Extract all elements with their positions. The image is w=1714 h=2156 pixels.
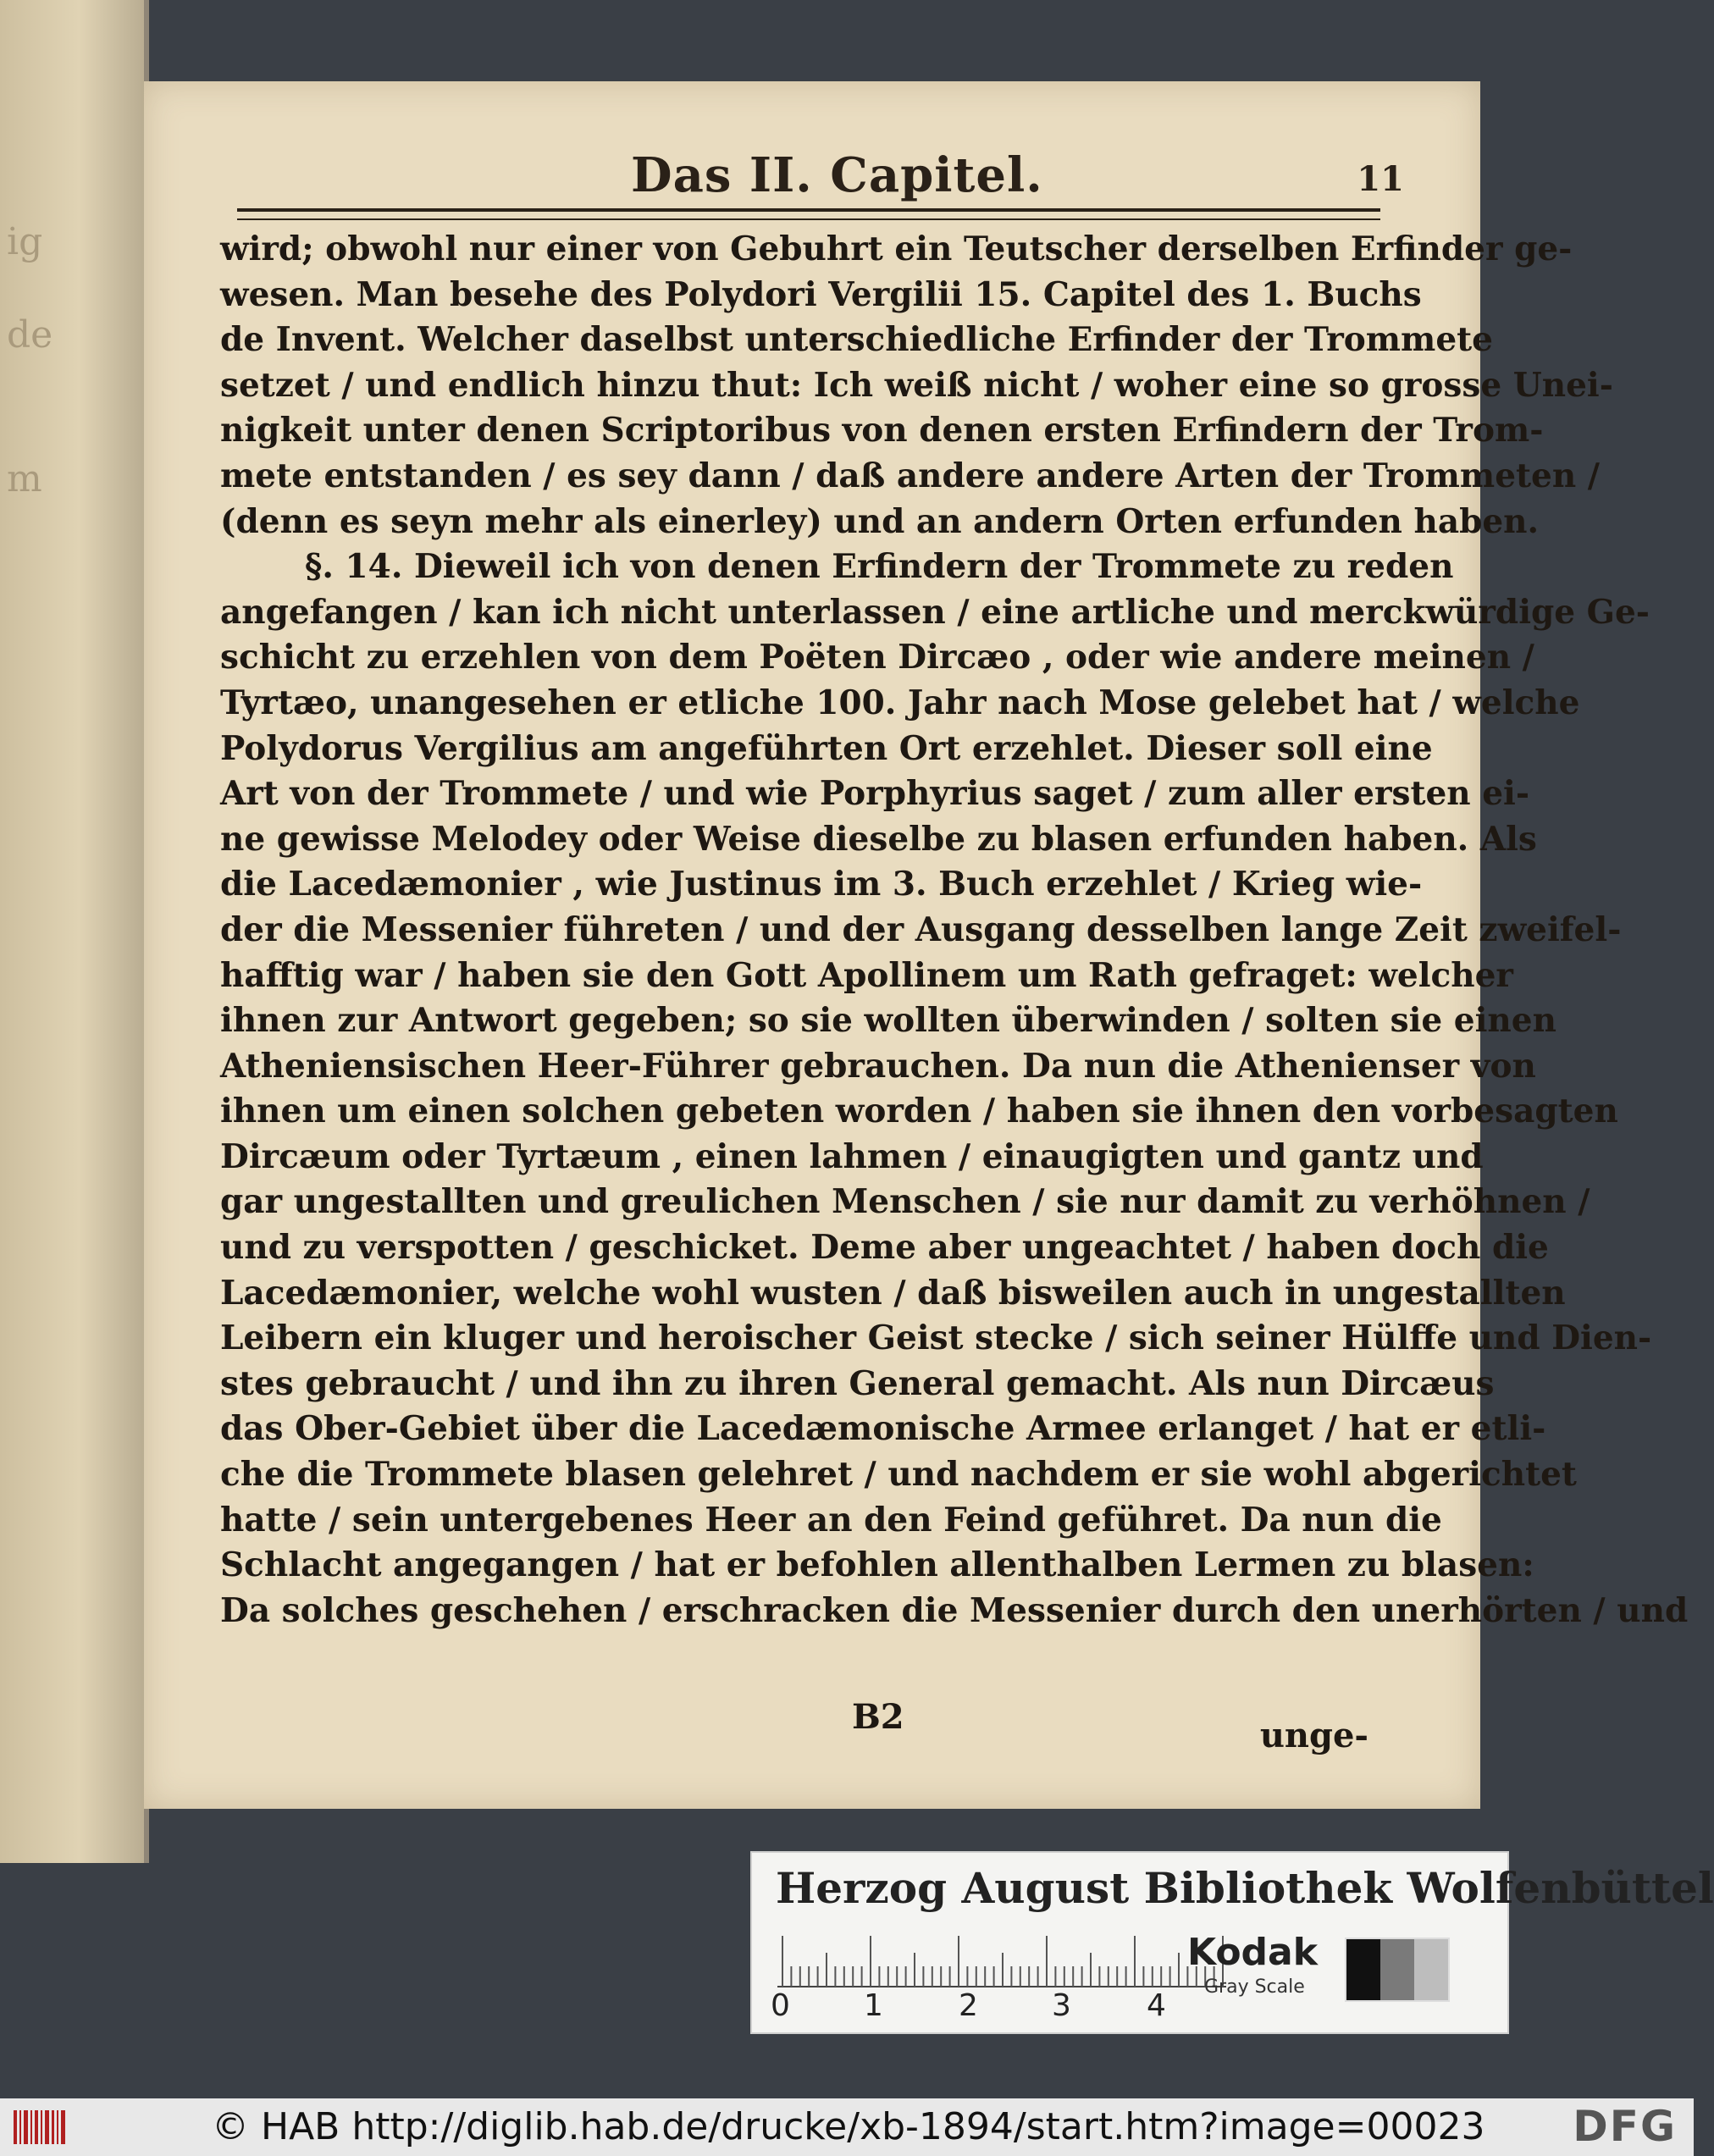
ruler-label: 3: [1052, 1988, 1071, 2023]
gray-scale-patches: [1345, 1938, 1450, 2002]
text-line: Schlacht angegangen / hat er befohlen allenthalben Lermen zu blasen:: [220, 1545, 1534, 1585]
text-line: die Lacedæmonier , wie Justinus im 3. Buch erzehlet / Krieg wie-: [220, 865, 1423, 904]
text-line: hafftig war / haben sie den Gott Apollinem um Rath gefraget: welcher: [220, 955, 1513, 995]
gray-patch: [1346, 1939, 1380, 2000]
text-line: Leibern ein kluger und heroischer Geist stecke / sich seiner Hülffe und Dien-: [220, 1318, 1652, 1358]
text-line: Lacedæmonier, welche wohl wusten / daß bisweilen auch in ungestallten: [220, 1273, 1566, 1313]
text-line: Da solches geschehen / erschracken die Messenier durch den unerhörten / und: [220, 1590, 1689, 1630]
text-line: ne gewisse Melodey oder Weise dieselbe zu blasen erfunden haben. Als: [220, 819, 1537, 859]
kodak-logo: Kodak: [1187, 1931, 1318, 1974]
text-line: und zu verspotten / geschicket. Deme aber ungeachtet / haben doch die: [220, 1228, 1549, 1268]
signature-mark: B2: [852, 1697, 904, 1737]
barcode-icon: [12, 2107, 71, 2148]
text-line: setzet / und endlich hinzu thut: Ich weiß nicht / woher eine so grosse Unei-: [220, 365, 1613, 405]
ruler-label: 2: [959, 1988, 978, 2023]
text-line: Atheniensischen Heer-Führer gebrauchen. Da nun die Athenienser von: [220, 1046, 1536, 1086]
footer-bar: [0, 2098, 1694, 2156]
header-rule: [237, 208, 1380, 220]
page-header: [144, 141, 1480, 225]
body-text: [220, 227, 1689, 1634]
book-page: [144, 81, 1689, 1809]
text-line: Polydorus Vergilius am angeführten Ort erzehlet. Dieser soll eine: [220, 728, 1433, 768]
text-line: Dircæum oder Tyrtæum , einen lahmen / einaugigten und gantz und: [220, 1136, 1484, 1176]
page-number: 11: [1357, 159, 1404, 199]
text-line: das Ober-Gebiet über die Lacedæmonische Armee erlanget / hat er etli-: [220, 1409, 1546, 1449]
text-line: de Invent. Welcher daselbst unterschiedliche Erfinder der Trommete: [220, 320, 1493, 360]
library-name: Herzog August Bibliothek Wolfenbüttel: [776, 1863, 1714, 1913]
text-line: schicht zu erzehlen von dem Poëten Dircæo , oder wie andere meinen /: [220, 638, 1534, 677]
gray-scale-label: Gray Scale: [1204, 1976, 1305, 1998]
bleed-through-mark: m: [7, 457, 42, 500]
text-line: §. 14. Dieweil ich von denen Erfindern der Trommete zu reden: [305, 547, 1454, 587]
text-line: Tyrtæo, unangesehen er etliche 100. Jahr nach Mose gelebet hat / welche: [220, 683, 1580, 722]
ruler-label: 1: [864, 1988, 883, 2023]
text-line: nigkeit unter denen Scriptoribus von denen ersten Erfindern der Trom-: [220, 411, 1544, 451]
source-url-link[interactable]: © HAB http://diglib.hab.de/drucke/xb-1894/start.htm?image=00023: [212, 2105, 1485, 2148]
running-head: Das II. Capitel.: [631, 147, 1043, 203]
text-line: hatte / sein untergebenes Heer an den Feind geführet. Da nun die: [220, 1500, 1442, 1540]
left-facing-page: [0, 0, 149, 1863]
bleed-through-mark: de: [7, 313, 53, 357]
text-line: angefangen / kan ich nicht unterlassen / eine artliche und merckwürdige Ge-: [220, 592, 1650, 632]
ruler-labels: [771, 1988, 1245, 2026]
gray-patch: [1380, 1939, 1414, 2000]
text-line: ihnen um einen solchen gebeten worden / haben sie ihnen den vorbesagten: [220, 1092, 1618, 1131]
gray-patch: [1414, 1939, 1448, 2000]
ruler-label: 0: [771, 1988, 790, 2023]
text-line: Art von der Trommete / und wie Porphyrius saget / zum aller ersten ei-: [220, 774, 1530, 814]
catchword: unge-: [1259, 1716, 1368, 1755]
text-line: che die Trommete blasen gelehret / und nachdem er sie wohl abgerichtet: [220, 1455, 1577, 1495]
text-line: mete entstanden / es sey dann / daß andere andere Arten der Trommeten /: [220, 456, 1601, 495]
ruler-label: 4: [1147, 1988, 1166, 2023]
text-line: ihnen zur Antwort gegeben; so sie wollten überwinden / solten sie einen: [220, 1001, 1556, 1041]
text-line: stes gebraucht / und ihn zu ihren General gemacht. Als nun Dircæus: [220, 1363, 1495, 1403]
text-line: der die Messenier führeten / und der Ausgang desselben lange Zeit zweifel-: [220, 909, 1622, 949]
text-line: wesen. Man besehe des Polydori Vergilii 15. Capitel des 1. Buchs: [220, 274, 1422, 314]
text-line: gar ungestallten und greulichen Menschen / sie nur damit zu verhöhnen /: [220, 1182, 1590, 1222]
bleed-through-mark: ig: [7, 220, 43, 263]
text-line: (denn es seyn mehr als einerley) und an andern Orten erfunden haben.: [220, 501, 1540, 541]
dfg-logo: DFG: [1573, 2102, 1677, 2151]
text-line: wird; obwohl nur einer von Gebuhrt ein Teutscher derselben Erfinder ge-: [220, 229, 1573, 268]
ruler-icon: [777, 1929, 1226, 1988]
color-scale-card: [750, 1851, 1714, 2034]
